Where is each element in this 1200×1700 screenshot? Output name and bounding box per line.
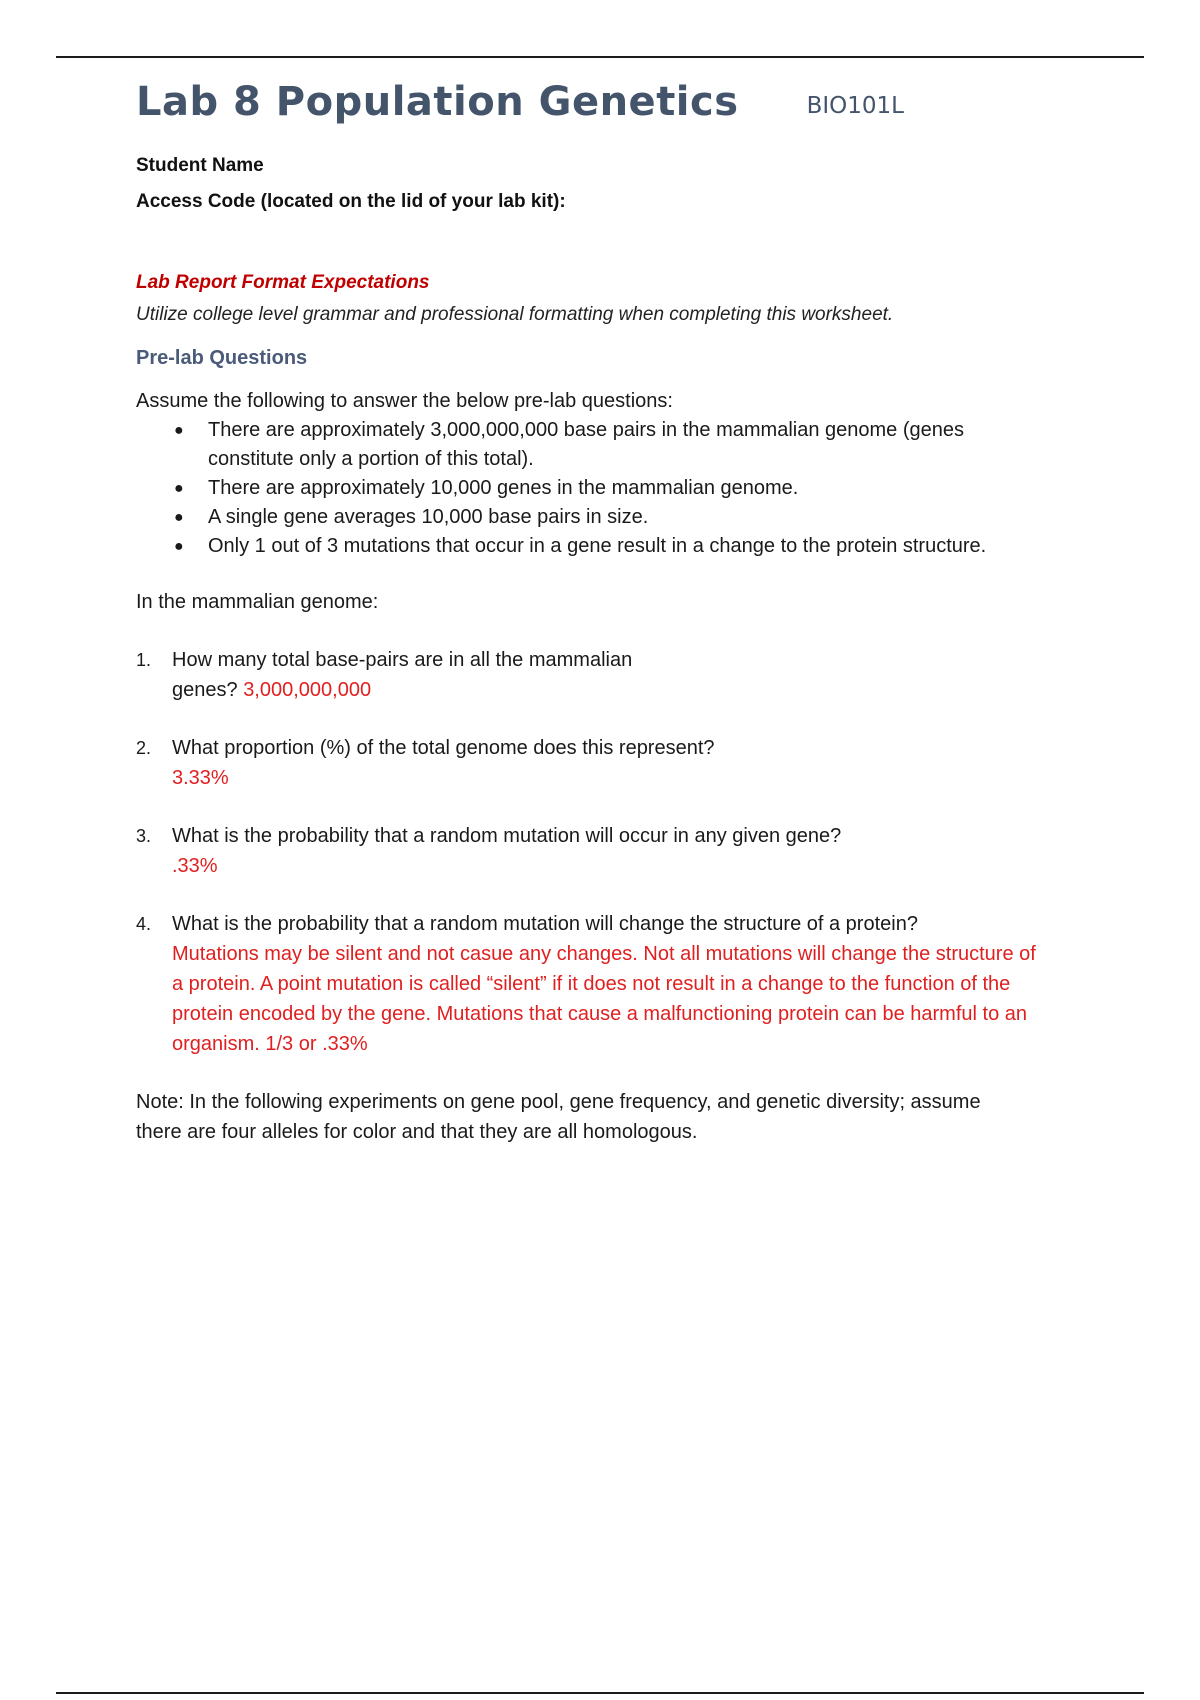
top-rule: [56, 56, 1144, 58]
answer-text: .33%: [172, 855, 218, 877]
access-code-label: Access Code (located on the lid of your lab kit):: [136, 191, 566, 212]
student-name-label: Student Name: [136, 155, 264, 176]
question-number: 3.: [136, 826, 152, 846]
note-paragraph: Note: In the following experiments on gene pool, gene frequency, and genetic diversity; assume there are four alleles for color and that they are all homologous.: [136, 1091, 981, 1143]
document-body: [136, 70, 1036, 1147]
assumption-item: ● There are approximately 10,000 genes in the mammalian genome.: [208, 474, 988, 503]
assumption-item: ● Only 1 out of 3 mutations that occur in a gene result in a change to the protein structure.: [208, 532, 988, 561]
course-code: BIO101L: [806, 93, 904, 119]
assumption-list: [136, 416, 1036, 561]
answer-text: 3.33%: [172, 767, 229, 789]
title-row: [136, 70, 1036, 126]
question-list: [136, 645, 1036, 1059]
question-text: How many total base-pairs are in all the mammalian genes?: [172, 649, 633, 701]
question-text: What proportion (%) of the total genome does this represent?: [172, 737, 715, 759]
expectations-title: Lab Report Format Expectations: [136, 272, 430, 293]
document-title: Lab 8 Population Genetics: [136, 79, 739, 125]
question-text: What is the probability that a random mutation will change the structure of a protein?: [172, 913, 918, 935]
prelab-heading: Pre-lab Questions: [136, 347, 308, 369]
assumption-item: ● There are approximately 3,000,000,000 base pairs in the mammalian genome (genes constitute only a portion of this total).: [208, 416, 988, 474]
bullet-icon: ●: [174, 538, 184, 555]
expectations-text: Utilize college level grammar and professional formatting when completing this worksheet.: [136, 304, 894, 325]
question-item: [136, 645, 1036, 705]
question-item: [136, 733, 1036, 793]
assumption-item: ● A single gene averages 10,000 base pairs in size.: [208, 503, 988, 532]
questions-lead: In the mammalian genome:: [136, 591, 379, 613]
answer-text: Mutations may be silent and not casue any changes. Not all mutations will change the structure of a protein. A point mutation is called “silent” if it does not result in a change to the function of the protein encoded by the gene. Mutations that cause a malfunctioning protein can be harmful to an organism. 1/3 or .33%: [172, 943, 1036, 1055]
bullet-icon: ●: [174, 422, 184, 439]
answer-text: 3,000,000,000: [243, 679, 372, 701]
question-number: 2.: [136, 738, 152, 758]
question-text: What is the probability that a random mutation will occur in any given gene?: [172, 825, 842, 847]
question-item: [136, 909, 1036, 1059]
bullet-icon: ●: [174, 509, 184, 526]
prelab-intro: Assume the following to answer the below pre-lab questions:: [136, 390, 673, 412]
question-number: 1.: [136, 650, 152, 670]
question-item: [136, 821, 1036, 881]
bullet-icon: ●: [174, 480, 184, 497]
bottom-rule: [56, 1692, 1144, 1694]
question-number: 4.: [136, 914, 152, 934]
